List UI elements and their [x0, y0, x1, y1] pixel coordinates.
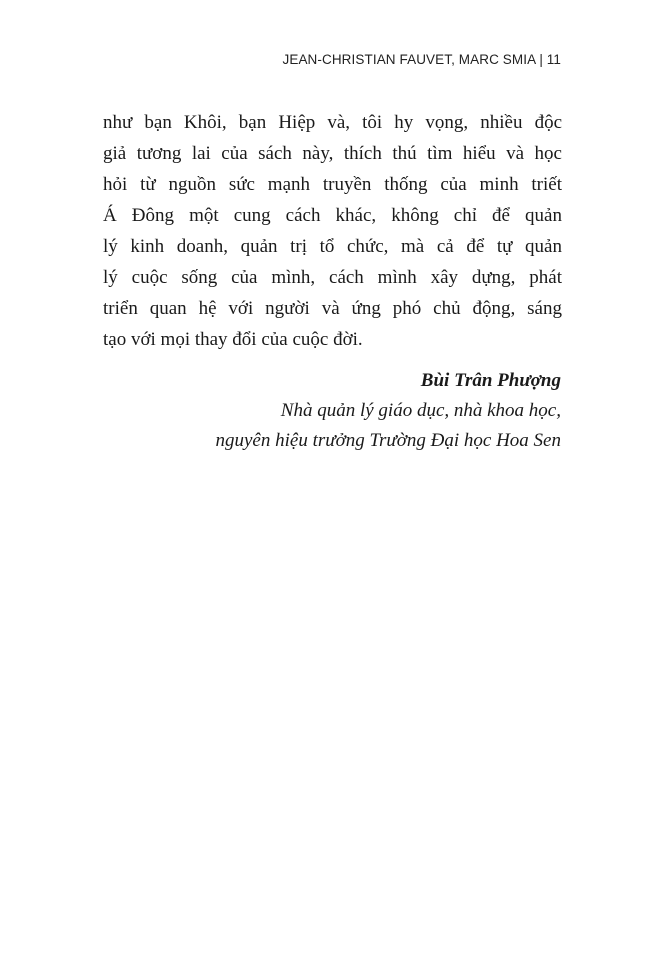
- paragraph-line: Á Đông một cung cách khác, không chỉ để quản: [103, 205, 562, 226]
- running-head: JEAN-CHRISTIAN FAUVET, MARC SMIA | 11: [282, 52, 561, 67]
- signature-block: [215, 366, 561, 456]
- signature-role: Nhà quản lý giáo dục, nhà khoa học,: [280, 400, 561, 421]
- paragraph-line: lý cuộc sống của mình, cách mình xây dựng, phát: [103, 267, 562, 288]
- paragraph-line: lý kinh doanh, quản trị tổ chức, mà cả để tự quản: [103, 236, 562, 257]
- paragraph-line: hỏi từ nguồn sức mạnh truyền thống của minh triết: [103, 174, 562, 195]
- paragraph-line: như bạn Khôi, bạn Hiệp và, tôi hy vọng, nhiều độc: [103, 112, 562, 133]
- body-paragraph: [103, 107, 562, 355]
- paragraph-line: triển quan hệ với người và ứng phó chủ động, sáng: [103, 298, 562, 319]
- paragraph-line: giả tương lai của sách này, thích thú tìm hiểu và học: [103, 143, 562, 164]
- signature-author: Bùi Trân Phượng: [420, 370, 561, 391]
- paragraph-line: tạo với mọi thay đổi của cuộc đời.: [103, 329, 363, 350]
- signature-affiliation: nguyên hiệu trưởng Trường Đại học Hoa Sen: [215, 430, 561, 451]
